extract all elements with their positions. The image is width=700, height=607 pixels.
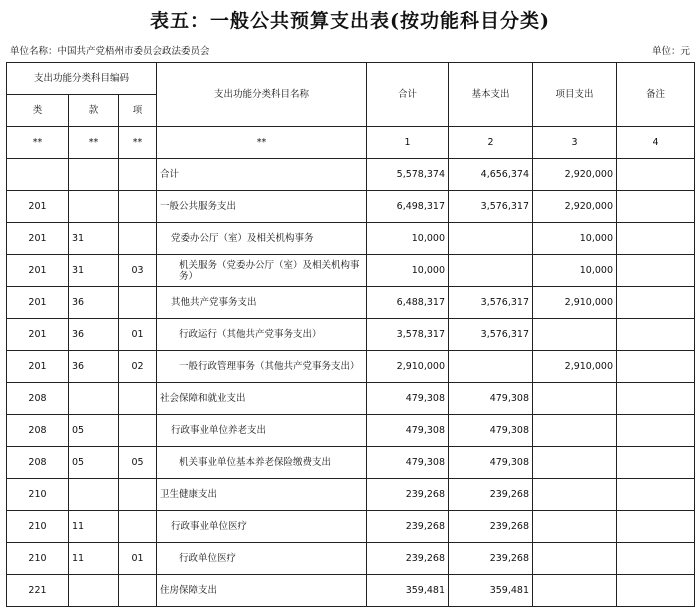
cell-project: [533, 511, 617, 543]
cell-xiang: [119, 159, 157, 191]
table-row: [7, 223, 695, 255]
cell-kuan: [69, 159, 119, 191]
cell-total: 239,268: [367, 511, 449, 543]
cell-name: 机关事业单位基本养老保险缴费支出: [157, 447, 367, 479]
cell-project: 2,910,000: [533, 287, 617, 319]
cell-name: 行政事业单位养老支出: [157, 415, 367, 447]
cell-kuan: 36: [69, 319, 119, 351]
cell-name: 社会保障和就业支出: [157, 383, 367, 415]
cell-remark: [617, 479, 695, 511]
cell-remark: [617, 543, 695, 575]
cell-lei: 210: [7, 479, 69, 511]
cell-remark: [617, 319, 695, 351]
cell-total: 10,000: [367, 255, 449, 287]
page-title: 表五：一般公共预算支出表(按功能科目分类): [150, 10, 550, 32]
cell-kuan: [69, 191, 119, 223]
expenditure-table: [6, 62, 695, 607]
cell-total: 239,268: [367, 543, 449, 575]
remark-col-header: 备注: [617, 63, 695, 127]
cell-total: 479,308: [367, 383, 449, 415]
cell-lei: 201: [7, 287, 69, 319]
cell-kuan: 11: [69, 543, 119, 575]
cell-project: [533, 543, 617, 575]
cell-total: 3,578,317: [367, 319, 449, 351]
cell-basic: 239,268: [449, 479, 533, 511]
header-row-1: [7, 63, 695, 95]
cell-xiang: [119, 287, 157, 319]
cell-kuan: 05: [69, 415, 119, 447]
unit-name: 单位名称：中国共产党梧州市委员会政法委员会: [10, 46, 210, 57]
cell-lei: 208: [7, 415, 69, 447]
cell-lei: 201: [7, 319, 69, 351]
cell-total: 479,308: [367, 447, 449, 479]
cell-name: 合计: [157, 159, 367, 191]
cell-remark: [617, 223, 695, 255]
cell-lei: 201: [7, 223, 69, 255]
cell-lei: 201: [7, 351, 69, 383]
unit-label: 单位：元: [651, 46, 690, 57]
cell-basic: 3,576,317: [449, 287, 533, 319]
table-row: [7, 415, 695, 447]
cell-kuan: 05: [69, 447, 119, 479]
name-star: **: [157, 127, 367, 159]
cell-total: 6,488,317: [367, 287, 449, 319]
cell-remark: [617, 351, 695, 383]
cell-kuan: 11: [69, 511, 119, 543]
cell-xiang: 01: [119, 319, 157, 351]
table-row: [7, 191, 695, 223]
cell-project: [533, 479, 617, 511]
name-col-header: 支出功能分类科目名称: [157, 63, 367, 127]
cell-xiang: [119, 575, 157, 607]
cell-total: 239,268: [367, 479, 449, 511]
cell-remark: [617, 575, 695, 607]
cell-total: 359,481: [367, 575, 449, 607]
cell-project: [533, 415, 617, 447]
cell-basic: 3,576,317: [449, 191, 533, 223]
cell-name: 一般公共服务支出: [157, 191, 367, 223]
cell-remark: [617, 255, 695, 287]
table-row: [7, 479, 695, 511]
table-row: [7, 287, 695, 319]
cell-name: 行政运行（其他共产党事务支出）: [157, 319, 367, 351]
basic-col-header: 基本支出: [449, 63, 533, 127]
table-row: [7, 159, 695, 191]
cell-lei: 221: [7, 575, 69, 607]
table-row: [7, 319, 695, 351]
cell-kuan: 31: [69, 255, 119, 287]
cell-lei: [7, 159, 69, 191]
cell-name: 住房保障支出: [157, 575, 367, 607]
cell-lei: 208: [7, 383, 69, 415]
xiang-header: 项: [119, 95, 157, 127]
cell-kuan: [69, 479, 119, 511]
table-row: [7, 543, 695, 575]
cell-name: 行政单位医疗: [157, 543, 367, 575]
kuan-star: **: [69, 127, 119, 159]
cell-name: 党委办公厅（室）及相关机构事务: [157, 223, 367, 255]
table-row: [7, 351, 695, 383]
cell-project: 10,000: [533, 223, 617, 255]
cell-xiang: [119, 191, 157, 223]
col-number-3: 3: [533, 127, 617, 159]
cell-xiang: 01: [119, 543, 157, 575]
cell-lei: 210: [7, 543, 69, 575]
cell-remark: [617, 191, 695, 223]
cell-basic: 4,656,374: [449, 159, 533, 191]
cell-basic: 3,576,317: [449, 319, 533, 351]
table-row: [7, 511, 695, 543]
cell-basic: 479,308: [449, 383, 533, 415]
cell-basic: 479,308: [449, 447, 533, 479]
cell-basic: 239,268: [449, 511, 533, 543]
cell-basic: [449, 351, 533, 383]
header-row-3: [7, 127, 695, 159]
cell-project: 2,920,000: [533, 159, 617, 191]
cell-total: 10,000: [367, 223, 449, 255]
cell-basic: [449, 223, 533, 255]
col-number-2: 2: [449, 127, 533, 159]
cell-xiang: [119, 479, 157, 511]
cell-xiang: [119, 415, 157, 447]
cell-kuan: [69, 383, 119, 415]
total-col-header: 合计: [367, 63, 449, 127]
lei-star: **: [7, 127, 69, 159]
cell-project: [533, 319, 617, 351]
kuan-header: 款: [69, 95, 119, 127]
cell-remark: [617, 159, 695, 191]
cell-kuan: 36: [69, 351, 119, 383]
cell-remark: [617, 511, 695, 543]
cell-remark: [617, 383, 695, 415]
code-group-header: 支出功能分类科目编码: [7, 63, 157, 95]
cell-lei: 208: [7, 447, 69, 479]
cell-total: 479,308: [367, 415, 449, 447]
cell-remark: [617, 287, 695, 319]
cell-remark: [617, 415, 695, 447]
xiang-star: **: [119, 127, 157, 159]
cell-name: 卫生健康支出: [157, 479, 367, 511]
cell-lei: 201: [7, 191, 69, 223]
cell-xiang: 05: [119, 447, 157, 479]
cell-xiang: 03: [119, 255, 157, 287]
cell-project: 2,910,000: [533, 351, 617, 383]
cell-xiang: [119, 511, 157, 543]
cell-name: 行政事业单位医疗: [157, 511, 367, 543]
col-number-1: 1: [367, 127, 449, 159]
cell-basic: 479,308: [449, 415, 533, 447]
cell-kuan: [69, 575, 119, 607]
cell-name: 其他共产党事务支出: [157, 287, 367, 319]
table-row: [7, 575, 695, 607]
cell-basic: 359,481: [449, 575, 533, 607]
cell-remark: [617, 447, 695, 479]
table-row: [7, 255, 695, 287]
cell-project: [533, 447, 617, 479]
cell-xiang: [119, 223, 157, 255]
table-row: [7, 447, 695, 479]
col-number-4: 4: [617, 127, 695, 159]
table-row: [7, 383, 695, 415]
cell-project: [533, 575, 617, 607]
cell-total: 5,578,374: [367, 159, 449, 191]
cell-kuan: 36: [69, 287, 119, 319]
project-col-header: 项目支出: [533, 63, 617, 127]
cell-lei: 201: [7, 255, 69, 287]
lei-header: 类: [7, 95, 69, 127]
cell-xiang: 02: [119, 351, 157, 383]
cell-basic: 239,268: [449, 543, 533, 575]
cell-total: 2,910,000: [367, 351, 449, 383]
cell-project: 2,920,000: [533, 191, 617, 223]
cell-project: 10,000: [533, 255, 617, 287]
cell-kuan: 31: [69, 223, 119, 255]
cell-lei: 210: [7, 511, 69, 543]
cell-name: 机关服务（党委办公厅（室）及相关机构事务）: [157, 255, 367, 287]
cell-total: 6,498,317: [367, 191, 449, 223]
cell-project: [533, 383, 617, 415]
cell-basic: [449, 255, 533, 287]
cell-xiang: [119, 383, 157, 415]
cell-name: 一般行政管理事务（其他共产党事务支出）: [157, 351, 367, 383]
